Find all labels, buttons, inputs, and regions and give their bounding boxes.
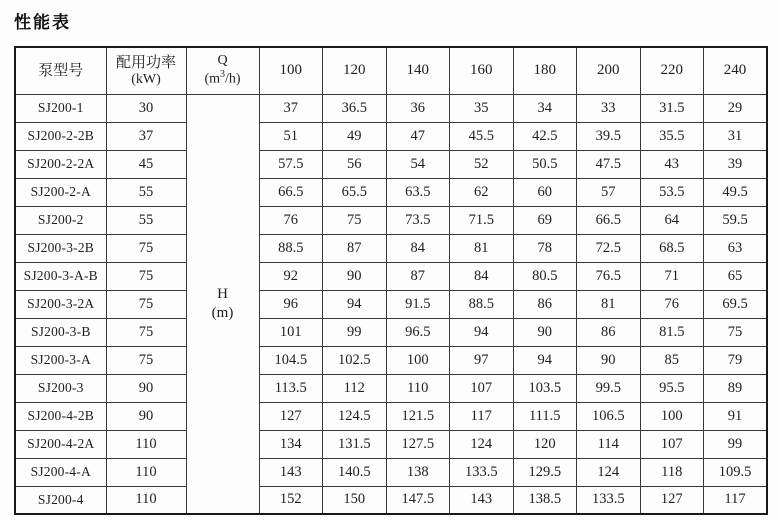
head-value-cell: 84 [386,234,450,262]
pump-model-cell: SJ200-2-2B [15,122,106,150]
power-cell: 37 [106,122,186,150]
head-value-cell: 118 [640,458,704,486]
head-value-cell: 138.5 [513,486,577,514]
pump-model-cell: SJ200-4-A [15,458,106,486]
head-value-cell: 49.5 [704,178,768,206]
power-cell: 45 [106,150,186,178]
head-value-cell: 94 [513,346,577,374]
head-value-cell: 63 [704,234,768,262]
col-header-flow-220: 220 [640,47,704,94]
col-header-flow-q [186,47,259,94]
head-value-cell: 127.5 [386,430,450,458]
head-value-cell: 104.5 [259,346,323,374]
head-value-cell: 69.5 [704,290,768,318]
head-value-cell: 87 [386,262,450,290]
head-value-cell: 57 [577,178,641,206]
head-value-cell: 127 [259,402,323,430]
head-value-cell: 96 [259,290,323,318]
power-cell: 75 [106,262,186,290]
head-value-cell: 68.5 [640,234,704,262]
table-row [15,486,767,514]
head-value-cell: 33 [577,94,641,122]
pump-model-cell: SJ200-3-2A [15,290,106,318]
table-header [15,47,767,94]
head-value-cell: 62 [450,178,514,206]
head-value-cell: 110 [386,374,450,402]
head-value-cell: 131.5 [323,430,387,458]
power-cell: 90 [106,402,186,430]
head-value-cell: 76.5 [577,262,641,290]
head-unit-cell [186,94,259,514]
head-value-cell: 124.5 [323,402,387,430]
head-value-cell: 53.5 [640,178,704,206]
pump-model-cell: SJ200-2 [15,206,106,234]
pump-model-cell: SJ200-4 [15,486,106,514]
head-value-cell: 81 [577,290,641,318]
head-value-cell: 56 [323,150,387,178]
head-value-cell: 42.5 [513,122,577,150]
head-value-cell: 124 [450,430,514,458]
header-row [15,47,767,94]
head-value-cell: 94 [450,318,514,346]
head-value-cell: 92 [259,262,323,290]
head-value-cell: 29 [704,94,768,122]
table-row [15,178,767,206]
table-row [15,430,767,458]
head-value-cell: 54 [386,150,450,178]
head-value-cell: 102.5 [323,346,387,374]
head-value-cell: 36.5 [323,94,387,122]
power-cell: 55 [106,178,186,206]
head-value-cell: 107 [640,430,704,458]
head-value-cell: 65 [704,262,768,290]
head-value-cell: 127 [640,486,704,514]
head-value-cell: 86 [577,318,641,346]
head-value-cell: 109.5 [704,458,768,486]
head-value-cell: 87 [323,234,387,262]
head-value-cell: 99 [323,318,387,346]
head-value-cell: 140.5 [323,458,387,486]
head-value-cell: 86 [513,290,577,318]
head-value-cell: 75 [323,206,387,234]
power-cell: 110 [106,430,186,458]
head-value-cell: 138 [386,458,450,486]
power-label: 配用功率 [115,54,176,71]
table-row [15,318,767,346]
head-value-cell: 63.5 [386,178,450,206]
head-value-cell: 31 [704,122,768,150]
table-row [15,290,767,318]
col-header-flow-200: 200 [577,47,641,94]
head-value-cell: 95.5 [640,374,704,402]
q-unit-open: (m [204,72,220,88]
q-unit-sup: 3 [220,69,225,81]
head-value-cell: 71 [640,262,704,290]
head-value-cell: 97 [450,346,514,374]
table-row [15,122,767,150]
pump-model-cell: SJ200-1 [15,94,106,122]
head-value-cell: 150 [323,486,387,514]
head-value-cell: 49 [323,122,387,150]
head-value-cell: 91 [704,402,768,430]
power-cell: 55 [106,206,186,234]
table-row [15,262,767,290]
head-value-cell: 79 [704,346,768,374]
head-value-cell: 100 [640,402,704,430]
head-value-cell: 101 [259,318,323,346]
head-value-cell: 64 [640,206,704,234]
table-row [15,374,767,402]
table-row [15,234,767,262]
pump-model-cell: SJ200-3-A-B [15,262,106,290]
head-value-cell: 47 [386,122,450,150]
head-value-cell: 66.5 [259,178,323,206]
head-value-cell: 65.5 [323,178,387,206]
head-value-cell: 91.5 [386,290,450,318]
page-title: 性能表 [14,13,71,32]
head-value-cell: 81.5 [640,318,704,346]
head-value-cell: 107 [450,374,514,402]
head-value-cell: 113.5 [259,374,323,402]
head-value-cell: 34 [513,94,577,122]
power-cell: 75 [106,318,186,346]
head-value-cell: 143 [259,458,323,486]
table-row [15,206,767,234]
head-value-cell: 94 [323,290,387,318]
head-value-cell: 51 [259,122,323,150]
col-header-pump-model [15,47,106,94]
head-value-cell: 72.5 [577,234,641,262]
head-value-cell: 75 [704,318,768,346]
head-value-cell: 59.5 [704,206,768,234]
pump-model-cell: SJ200-2-A [15,178,106,206]
head-value-cell: 99.5 [577,374,641,402]
performance-table [14,46,768,515]
head-value-cell: 99 [704,430,768,458]
head-value-cell: 60 [513,178,577,206]
col-header-power [106,47,186,94]
head-value-cell: 90 [577,346,641,374]
head-value-cell: 57.5 [259,150,323,178]
head-value-cell: 134 [259,430,323,458]
head-value-cell: 78 [513,234,577,262]
head-value-cell: 100 [386,346,450,374]
pump-model-cell: SJ200-3 [15,374,106,402]
head-value-cell: 45.5 [450,122,514,150]
pump-model-cell: SJ200-4-2B [15,402,106,430]
head-value-cell: 96.5 [386,318,450,346]
head-value-cell: 39 [704,150,768,178]
h-label: H [217,286,228,302]
pump-model-cell: SJ200-3-2B [15,234,106,262]
table-row [15,402,767,430]
table-row [15,94,767,122]
head-value-cell: 121.5 [386,402,450,430]
head-value-cell: 80.5 [513,262,577,290]
head-value-cell: 133.5 [577,486,641,514]
power-cell: 75 [106,234,186,262]
head-value-cell: 120 [513,430,577,458]
q-unit-close: /h) [225,72,241,88]
table-row [15,458,767,486]
head-value-cell: 43 [640,150,704,178]
power-cell: 75 [106,290,186,318]
head-value-cell: 106.5 [577,402,641,430]
head-value-cell: 73.5 [386,206,450,234]
head-value-cell: 76 [640,290,704,318]
head-value-cell: 147.5 [386,486,450,514]
col-header-flow-140: 140 [386,47,450,94]
head-value-cell: 117 [450,402,514,430]
head-value-cell: 111.5 [513,402,577,430]
pump-model-cell: SJ200-4-2A [15,430,106,458]
head-value-cell: 36 [386,94,450,122]
head-value-cell: 81 [450,234,514,262]
head-value-cell: 129.5 [513,458,577,486]
power-unit-label: (kW) [131,71,161,87]
table-row [15,346,767,374]
head-value-cell: 66.5 [577,206,641,234]
head-value-cell: 133.5 [450,458,514,486]
head-value-cell: 71.5 [450,206,514,234]
col-header-flow-120: 120 [323,47,387,94]
power-cell: 75 [106,346,186,374]
head-value-cell: 76 [259,206,323,234]
head-value-cell: 112 [323,374,387,402]
head-value-cell: 117 [704,486,768,514]
head-value-cell: 152 [259,486,323,514]
head-value-cell: 124 [577,458,641,486]
col-header-flow-100: 100 [259,47,323,94]
table-row [15,150,767,178]
head-value-cell: 103.5 [513,374,577,402]
head-value-cell: 50.5 [513,150,577,178]
head-value-cell: 88.5 [450,290,514,318]
head-value-cell: 89 [704,374,768,402]
power-cell: 110 [106,458,186,486]
pump-model-cell: SJ200-3-B [15,318,106,346]
col-header-flow-160: 160 [450,47,514,94]
power-cell: 110 [106,486,186,514]
pump-model-cell: SJ200-3-A [15,346,106,374]
h-unit-label: (m) [211,304,234,321]
col-header-flow-240: 240 [704,47,768,94]
power-cell: 30 [106,94,186,122]
power-cell: 90 [106,374,186,402]
col-header-flow-180: 180 [513,47,577,94]
head-value-cell: 39.5 [577,122,641,150]
head-value-cell: 143 [450,486,514,514]
head-value-cell: 85 [640,346,704,374]
head-value-cell: 52 [450,150,514,178]
table-body [15,94,767,514]
head-value-cell: 47.5 [577,150,641,178]
head-value-cell: 114 [577,430,641,458]
head-value-cell: 37 [259,94,323,122]
q-unit-label [187,69,259,88]
pump-model-label: 泵型号 [38,62,84,79]
pump-model-cell: SJ200-2-2A [15,150,106,178]
head-value-cell: 88.5 [259,234,323,262]
head-value-cell: 90 [513,318,577,346]
head-value-cell: 84 [450,262,514,290]
head-value-cell: 35.5 [640,122,704,150]
head-value-cell: 90 [323,262,387,290]
head-value-cell: 31.5 [640,94,704,122]
q-label: Q [217,53,228,69]
head-value-cell: 69 [513,206,577,234]
head-value-cell: 35 [450,94,514,122]
